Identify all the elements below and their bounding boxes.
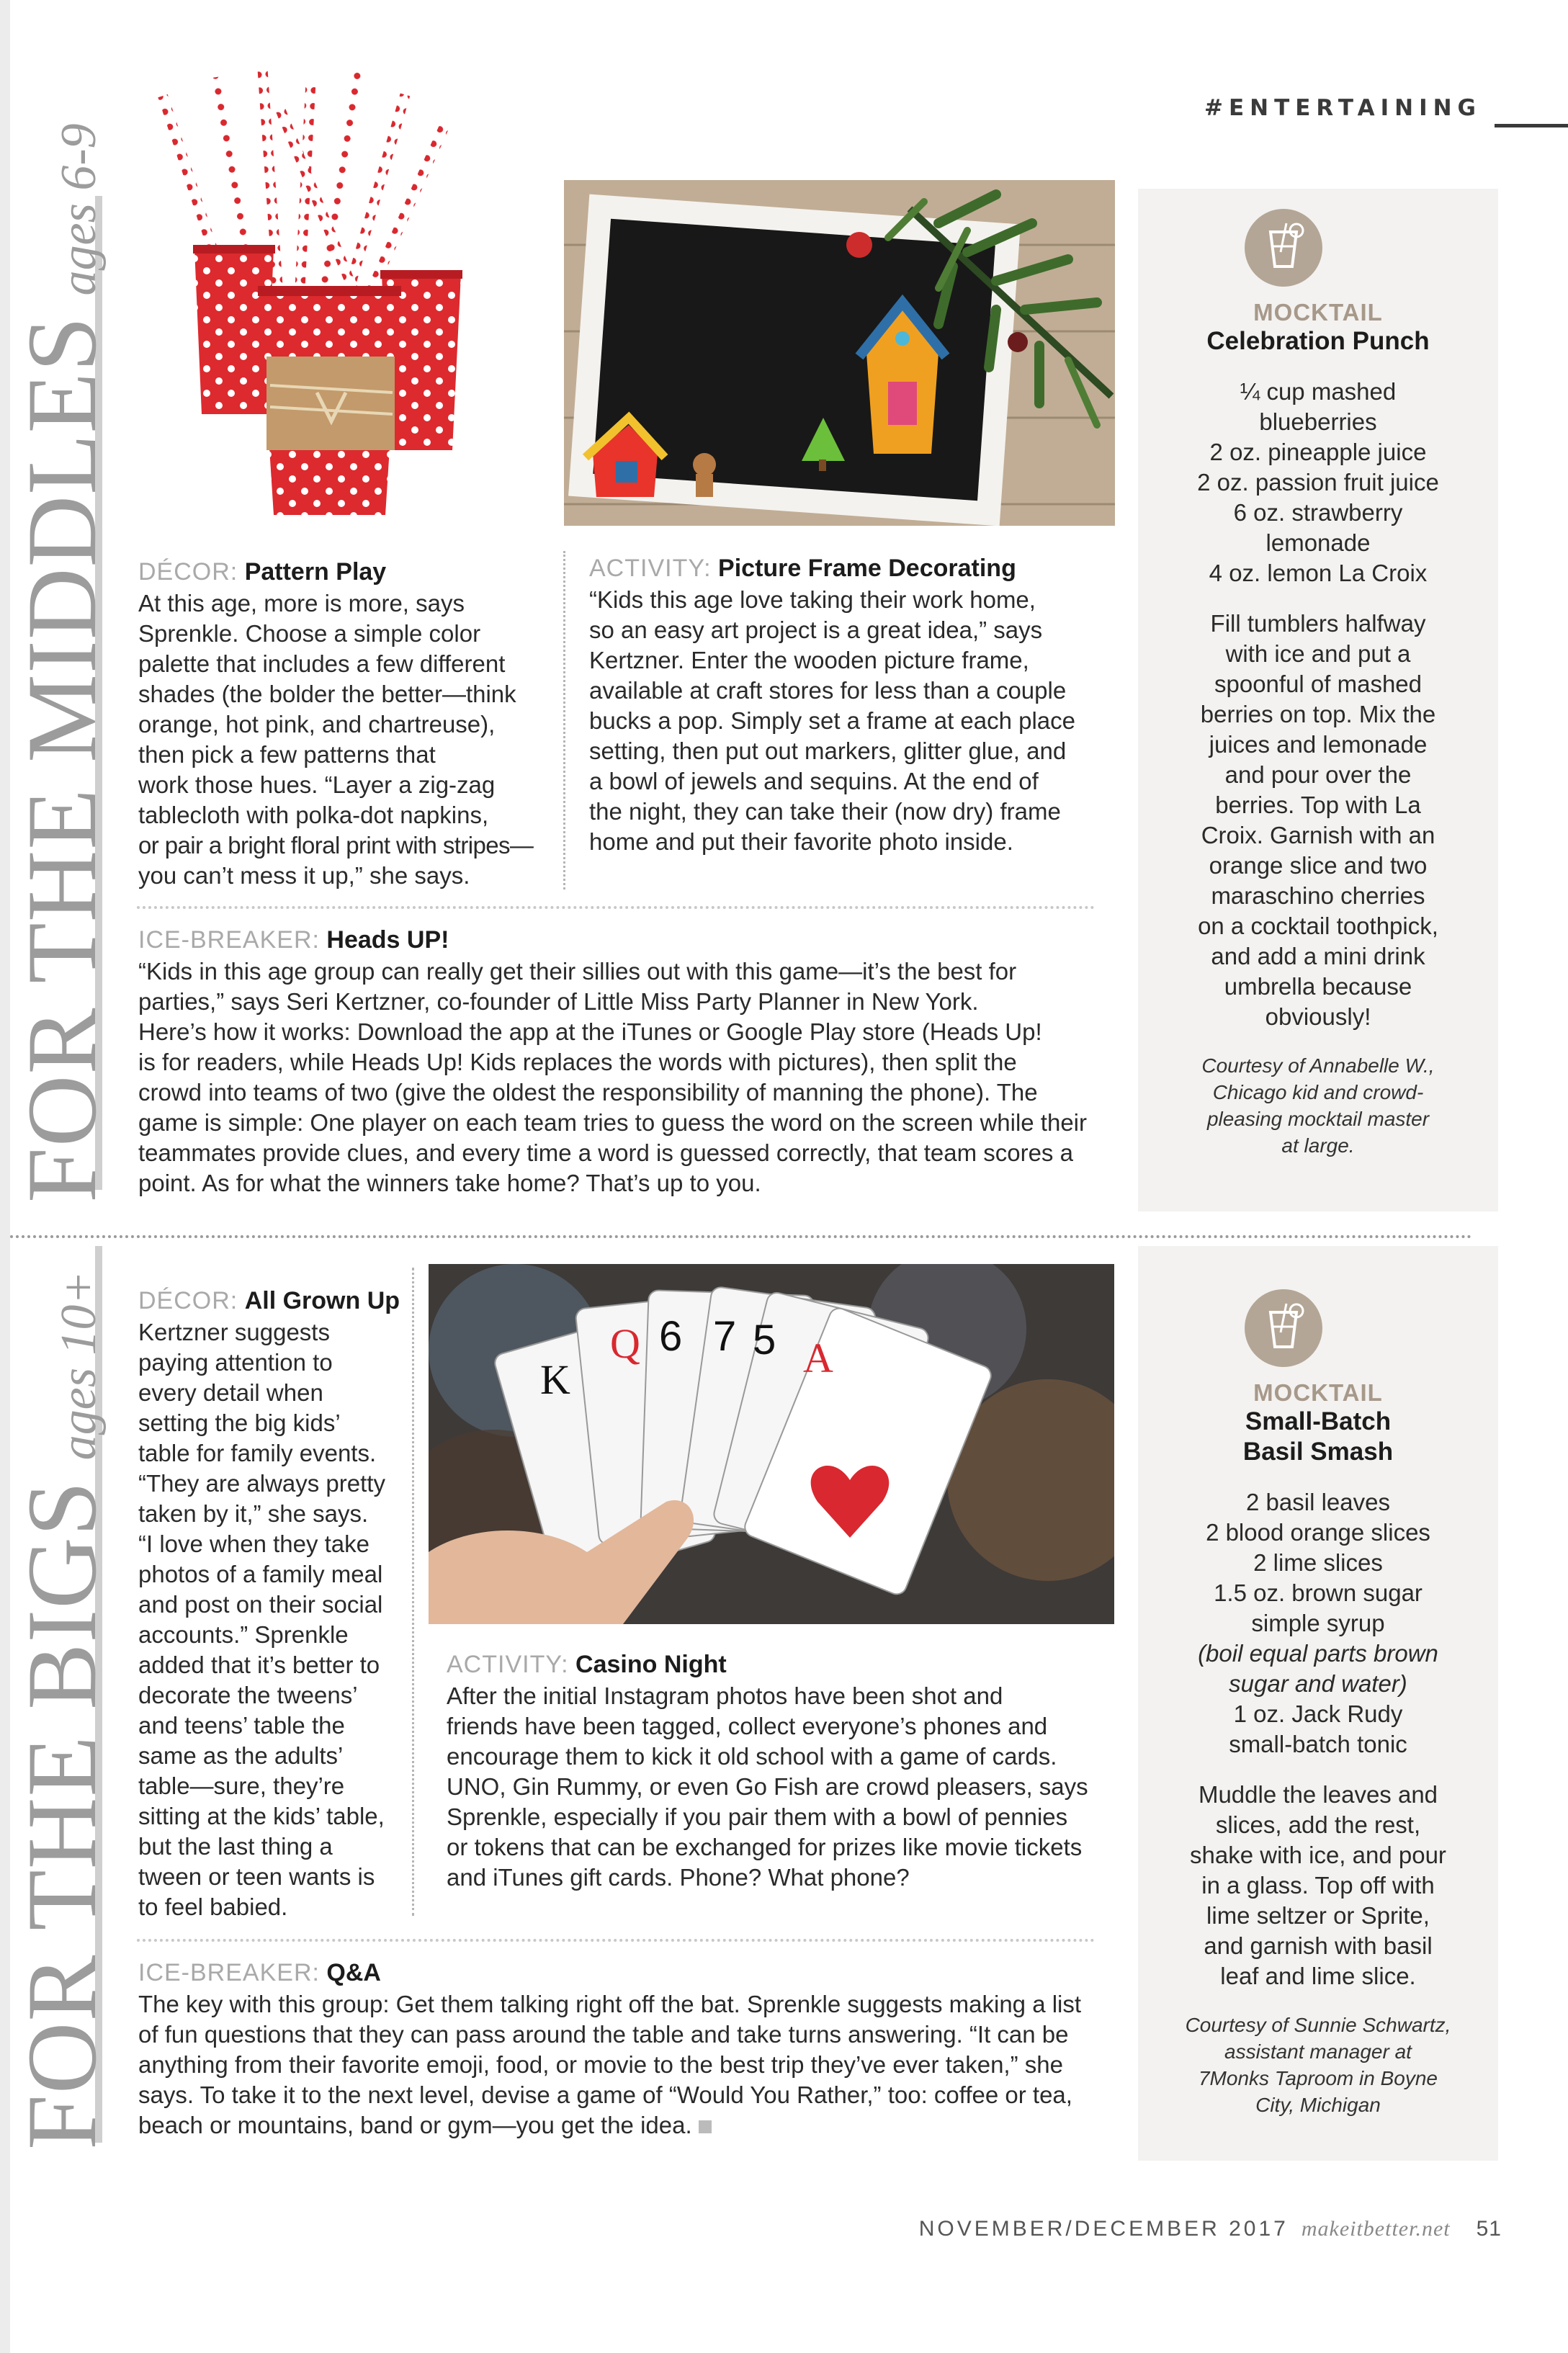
bigs-mocktail-name-1: Small-Batch — [1245, 1407, 1392, 1435]
bigs-icebreaker — [138, 1958, 1118, 2141]
end-mark-icon — [699, 2120, 712, 2133]
page-number: 51 — [1476, 2217, 1502, 2241]
bigs-decor-heading — [138, 1286, 408, 1316]
middles-activity — [589, 553, 1108, 857]
bigs-vertical-title — [4, 1270, 119, 2150]
bigs-mocktail-credit: Courtesy of Sunnie Schwartz, assistant manager at 7Monks Taproom in Boyne City, Michigan — [1185, 2014, 1451, 2116]
card-rank-q: Q — [610, 1320, 640, 1367]
page-footer — [919, 2217, 1502, 2241]
bigs-decor — [138, 1286, 408, 1922]
bigs-mocktail — [1152, 1379, 1484, 2118]
bigs-column-rule — [412, 1268, 414, 1916]
card-rank-a: A — [803, 1335, 833, 1381]
mocktail-glass-icon-2 — [1245, 1289, 1322, 1367]
cups-photo — [151, 68, 490, 529]
card-rank-6: 6 — [659, 1313, 683, 1360]
bigs-title: FOR THE BIGS — [6, 1480, 117, 2150]
issue-date: NOVEMBER/DECEMBER 2017 — [918, 2217, 1289, 2241]
bigs-decor-title: All Grown Up — [244, 1287, 400, 1314]
middles-decor-title: Pattern Play — [244, 558, 387, 586]
bigs-icebreaker-body: The key with this group: Get them talking right off the bat. Sprenkle suggests making a list of fun questions that they can pass around the table and take turns answering. “It can be anything from their favorite emoji, food, or movie to the best trip they’ve ever taken,” she says. To take it to the next level, devise a game of “Would You Rather,” too: coffee or tea, beach or mountains, band or gym—you get the idea. — [138, 1991, 1082, 2138]
middles-ages: ages 6-9 — [51, 123, 107, 296]
bigs-decor-body: Kertzner suggests paying attention to every detail when setting the big kids’ table for family events. “They are always pretty taken by it,” she says. “I love when they take photos of a family meal and post on their social accounts.” Sprenkle added that it’s better to decorate the tweens’ and teens’ table the same as the adults’ table—sure, they’re sitting at the kids’ table, but the last thing a tween or teen wants is to feel babied. — [138, 1319, 385, 1920]
bigs-activity — [447, 1649, 1109, 1893]
middles-icebreaker — [138, 925, 1103, 1198]
bigs-icebreaker-heading — [138, 1958, 1118, 1988]
middles-activity-body: “Kids this age love taking their work home, so an easy art project is a great idea,” says Kertzner. Enter the wooden picture frame, available at craft stores for less than a couple bucks a pop. Simply set a frame at each place setting, then put out markers, glitter glue, and a bowl of jewels and sequins. At the end of the night, they can take their (now dry) frame home and put their favorite photo inside. — [589, 586, 1076, 855]
middles-decor — [138, 557, 545, 891]
middles-icebreaker-body: “Kids in this age group can really get their sillies out with this game—it’s the best for parties,” says Seri Kertzner, co-founder of Little Miss Party Planner in New York. Here’s how it works: Download the app at the iTunes or Google Play store (Heads Up! is for readers, while Heads Up! Kids replaces the words with pictures), then split the crowd into teams of two (give the oldest the responsibility of manning the phone). The game is simple: One player on each team tries to guess the word on the screen while their teammates provide clues, and every time a word is guessed correctly, that team scores a point. As for what the winners take home? That’s up to you. — [138, 958, 1088, 1196]
middles-column-rule — [563, 551, 565, 889]
bigs-mocktail-directions: Muddle the leaves and slices, add the rest, shake with ice, and pour in a glass. Top off with lime seltzer or Sprite, and garnish with basil leaf and lime slice. — [1190, 1781, 1446, 1989]
middles-title: FOR THE MIDDLES — [6, 315, 117, 1203]
middles-mocktail-ingredients: ¼ cup mashed blueberries 2 oz. pineapple juice 2 oz. passion fruit juice 6 oz. strawberry lemonade 4 oz. lemon La Croix — [1197, 378, 1439, 586]
mocktail-glass-icon — [1245, 209, 1322, 287]
bigs-icebreaker-label: ICE-BREAKER: — [138, 1959, 320, 1986]
site-url: makeitbetter.net — [1301, 2217, 1451, 2241]
middles-icebreaker-title: Heads UP! — [326, 926, 449, 954]
middles-vertical-title — [4, 123, 119, 1203]
cards-photo-svg — [429, 1264, 1114, 1624]
bigs-activity-heading — [447, 1649, 1109, 1680]
section-tag: #ENTERTAINING — [1204, 95, 1482, 121]
bigs-activity-label: ACTIVITY: — [447, 1651, 569, 1678]
card-rank-7: 7 — [713, 1313, 737, 1360]
middles-icebreaker-label: ICE-BREAKER: — [138, 926, 320, 954]
middles-icebreaker-rule — [137, 906, 1095, 909]
frame-photo-svg — [564, 180, 1115, 526]
middles-activity-heading — [589, 553, 1108, 583]
bigs-icebreaker-title: Q&A — [326, 1959, 381, 1986]
middles-activity-title: Picture Frame Decorating — [718, 555, 1016, 582]
bigs-mocktail-label: MOCKTAIL — [1253, 1379, 1383, 1406]
middles-divider — [10, 1235, 1472, 1238]
bigs-ages: ages 10+ — [51, 1270, 107, 1461]
middles-mocktail-name: Celebration Punch — [1206, 327, 1430, 355]
section-tag-rule — [1495, 124, 1568, 127]
bigs-decor-label: DÉCOR: — [138, 1287, 238, 1314]
middles-decor-heading — [138, 557, 545, 587]
middles-decor-label: DÉCOR: — [138, 558, 238, 586]
frame-photo — [564, 180, 1115, 526]
middles-mocktail-directions: Fill tumblers halfway with ice and put a spoonful of mashed berries on top. Mix the juices and lemonade and pour over the berries. Top with La Croix. Garnish with an orange slice and two maraschino cherries on a cocktail toothpick, and add a mini drink umbrella because obviously! — [1198, 610, 1438, 1030]
bigs-mocktail-name-2: Basil Smash — [1242, 1438, 1394, 1466]
middles-decor-body: At this age, more is more, says Sprenkle. Choose a simple color palette that includes a few different shades (the bolder the better—think orange, hot pink, and chartreuse), then pick a few patterns that work those hues. “Layer a zig-zag tablecloth with polka-dot napkins, or pair a bright floral print with stripes— you can’t mess it up,” she says. — [138, 590, 534, 889]
bigs-activity-body: After the initial Instagram photos have been shot and friends have been tagged, collect everyone’s phones and encourage them to kick it old school with a game of cards. UNO, Gin Rummy, or even Go Fish are crowd pleasers, says Sprenkle, especially if you pair them with a bowl of pennies or tokens that can be exchanged for prizes like movie tickets and iTunes gift cards. Phone? What phone? — [447, 1682, 1088, 1891]
middles-mocktail-label: MOCKTAIL — [1253, 299, 1383, 326]
middles-mocktail — [1152, 299, 1484, 1159]
bigs-mocktail-ingredients: 2 basil leaves 2 blood orange slices 2 lime slices 1.5 oz. brown sugar simple syrup (boil equal parts brown sugar and water) 1 oz. Jack Rudy small-batch tonic — [1198, 1489, 1438, 1757]
middles-mocktail-credit: Courtesy of Annabelle W., Chicago kid and crowd- pleasing mocktail master at large. — [1201, 1054, 1435, 1157]
cups-photo-svg — [151, 68, 490, 529]
card-rank-5: 5 — [753, 1317, 776, 1363]
middles-icebreaker-heading — [138, 925, 1103, 955]
card-rank-k: K — [540, 1356, 570, 1403]
bigs-activity-title: Casino Night — [575, 1651, 727, 1678]
bigs-icebreaker-rule — [137, 1939, 1095, 1942]
middles-activity-label: ACTIVITY: — [589, 555, 712, 582]
cards-photo — [429, 1264, 1114, 1624]
